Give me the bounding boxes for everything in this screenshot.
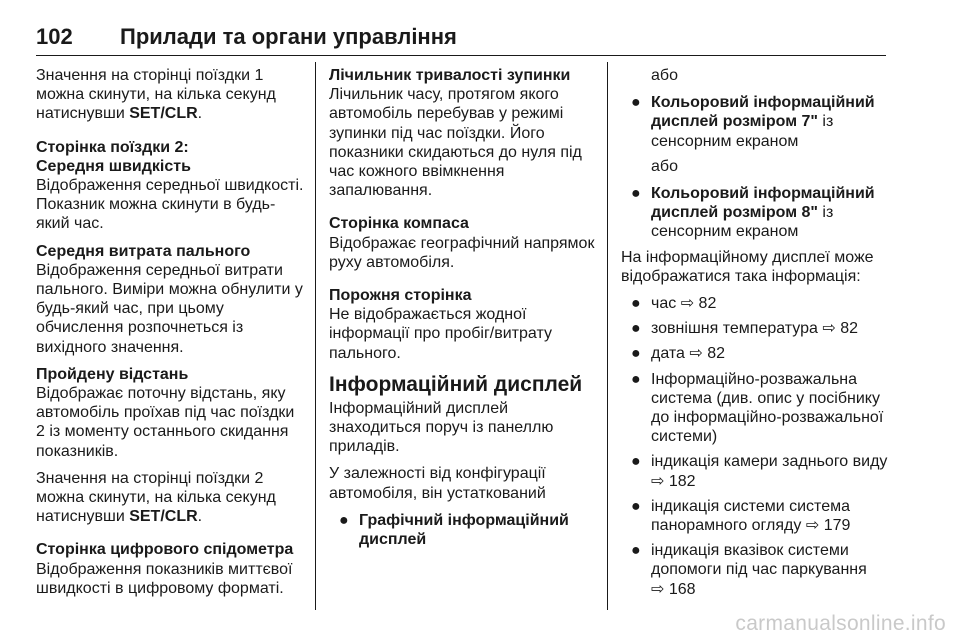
list-item: ● Кольоровий інформаційний дисплей розміром 8" із сенсорним екраном (631, 185, 875, 241)
page-reference-icon: ⇨ (689, 345, 703, 363)
column-divider-2 (607, 62, 608, 610)
bullet-icon: ● (631, 542, 641, 560)
list-item: ● Кольоровий інформаційний дисплей розміром 7" із сенсорним екраном (631, 94, 875, 150)
subsection-heading: Середня витрата пального (36, 242, 251, 260)
or-text: або (651, 157, 678, 175)
paragraph: Відображає географічний напрямок руху автомобіля. (329, 234, 595, 271)
bullet-icon: ● (631, 345, 641, 363)
page-reference-icon: ⇨ (805, 517, 820, 535)
paragraph: Лічильник часу, протягом якого автомобіль перебував у режимі зупинки під час поїздки. Його показники скидаються до нуля під час кожного ввімкнення запалювання. (329, 86, 582, 200)
section-heading: Сторінка поїздки 2: (36, 138, 189, 156)
page-title: Прилади та органи управління (120, 24, 457, 49)
info-list-item: ● Інформаційно-розважальна система (див. опис у посібнику до інформаційно-розважальної системи) (631, 370, 884, 446)
section-heading: Сторінка компаса (329, 215, 469, 233)
page-reference-icon: ⇨ (651, 580, 665, 598)
page-reference-icon: ⇨ (680, 295, 695, 313)
bullet-icon: ● (631, 370, 641, 388)
or-text: або (651, 67, 678, 84)
paragraph: На інформаційному дисплеї може відображатися така інформація: (621, 248, 874, 285)
page-reference-link[interactable]: ⇨ 182 (651, 472, 696, 490)
paragraph: У залежності від конфігурації автомобіля, він устаткований (329, 465, 546, 502)
subsection-heading: Пройдену відстань (36, 365, 189, 383)
page-reference-link[interactable]: ⇨ 82 (689, 345, 726, 363)
page-reference-link[interactable]: ⇨ 82 (822, 320, 859, 338)
page-reference-link[interactable]: ⇨ 168 (651, 580, 696, 598)
display-type-list (621, 184, 889, 242)
column-1 (36, 66, 304, 606)
paragraph: Відображення середньої швидкості. Показник можна скинути в будь-який час. (36, 177, 304, 233)
paragraph: Значення на сторінці поїздки 2 можна скинути, на кілька секунд натиснувши SET/CLR. (36, 469, 276, 526)
bullet-icon: ● (339, 511, 349, 529)
paragraph: Значення на сторінці поїздки 1 можна скинути, на кілька секунд натиснувши SET/CLR. (36, 67, 276, 123)
page-number: 102 (36, 24, 73, 49)
column-divider-1 (315, 62, 316, 610)
watermark: carmanualsonline.info (735, 612, 946, 635)
page-reference-icon: ⇨ (822, 320, 836, 338)
paragraph: Відображення середньої витрати пального. Виміри можна обнулити у будь-який час, при цьому обчислення розпочнеться із вихідного значення. (36, 261, 303, 356)
paragraph: Інформаційний дисплей знаходиться поруч із панеллю приладів. (329, 399, 554, 456)
page-reference-link[interactable]: ⇨ 179 (805, 517, 851, 535)
header-rule (36, 55, 886, 56)
bullet-icon: ● (631, 320, 641, 338)
info-list-item: ● дата ⇨ 82 (631, 345, 726, 363)
bullet-icon: ● (631, 497, 641, 515)
page-reference-link[interactable]: ⇨ 82 (680, 295, 717, 313)
info-list-item: ● індикація камери заднього виду ⇨ 182 (631, 453, 888, 490)
display-type-list (329, 511, 599, 549)
list-item: ● Графічний інформаційний дисплей (339, 511, 569, 549)
column-3 (621, 66, 889, 605)
bullet-icon: ● (631, 185, 641, 203)
section-heading: Лічильник тривалості зупинки (329, 67, 571, 84)
page-reference-icon: ⇨ (651, 472, 665, 490)
paragraph: Відображення показників миттєвої швидкості в цифровому форматі. (36, 560, 293, 597)
section-heading: Порожня сторінка (329, 287, 472, 305)
page-header (36, 24, 886, 50)
bullet-icon: ● (631, 295, 641, 313)
paragraph: Відображає поточну відстань, яку автомобіль проїхав під час поїздки 2 із моменту останнього скидання показників. (36, 385, 295, 460)
bullet-icon: ● (631, 453, 641, 471)
column-2 (329, 66, 599, 555)
info-list-item: ● зовнішня температура ⇨ 82 (631, 320, 859, 338)
paragraph: Не відображається жодної інформації про пробіг/витрату пального. (329, 306, 552, 362)
info-list-item: ● індикація системи система панорамного огляду ⇨ 179 (631, 497, 851, 535)
info-list-item: ● індикація вказівок системи допомоги під час паркування ⇨ 168 (631, 542, 867, 598)
info-list-item: ● час ⇨ 82 (631, 295, 717, 313)
subsection-heading: Середня швидкість (36, 157, 191, 175)
chapter-heading: Інформаційний дисплей (329, 372, 583, 396)
info-items-list (621, 294, 889, 599)
bullet-icon: ● (631, 94, 641, 112)
section-heading: Сторінка цифрового спідометра (36, 541, 294, 559)
display-type-list (621, 93, 889, 151)
